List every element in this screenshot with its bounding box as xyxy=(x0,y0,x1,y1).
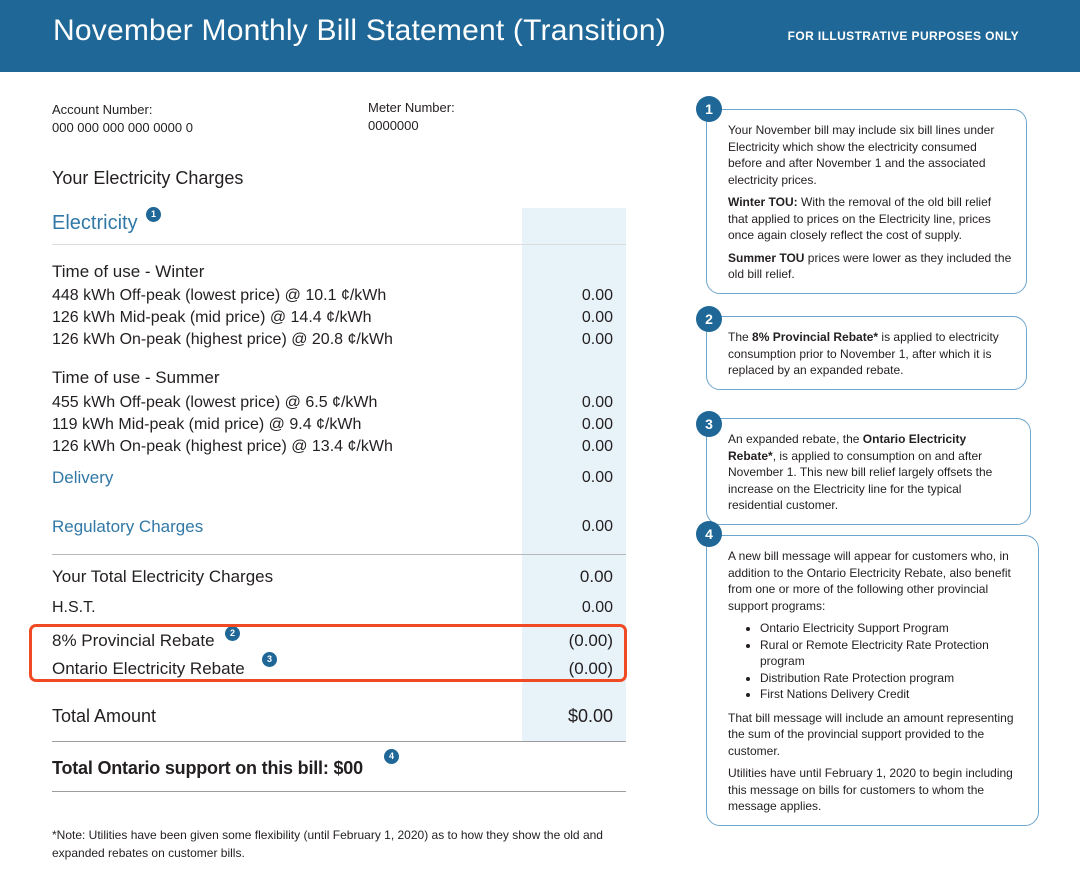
summer-midpeak-amount: 0.00 xyxy=(581,416,613,433)
badge-1: 1 xyxy=(146,207,161,222)
note-card-1 xyxy=(706,109,1027,294)
oer-label: Ontario Electricity Rebate xyxy=(52,659,245,678)
divider xyxy=(52,554,626,555)
note-1-winter: Winter TOU: With the removal of the old bill relief that applied to prices on the Electricity line, prices once again closely reflect the cost of supply. xyxy=(728,195,992,242)
electricity-heading: Electricity xyxy=(52,212,138,234)
regulatory-amount: 0.00 xyxy=(581,518,613,535)
note-1-summer: Summer TOU prices were lower as they included the old bill relief. xyxy=(728,250,1012,281)
summer-offpeak-amount: 0.00 xyxy=(581,394,613,411)
summer-heading: Time of use - Summer xyxy=(52,368,220,387)
rebate-highlight-box xyxy=(29,624,627,682)
divider xyxy=(52,741,626,742)
winter-offpeak-amount: 0.00 xyxy=(581,287,613,304)
provincial-rebate-amount: (0.00) xyxy=(568,631,613,650)
total-support-label: Total Ontario support on this bill: $00 xyxy=(52,758,363,778)
note-card-2 xyxy=(706,316,1027,390)
note-card-4 xyxy=(706,535,1039,826)
summer-onpeak-amount: 0.00 xyxy=(581,438,613,455)
note-number-1: 1 xyxy=(696,96,722,122)
winter-offpeak-label: 448 kWh Off-peak (lowest price) @ 10.1 ¢/kWh xyxy=(52,287,387,304)
note-4-message: That bill message will include an amount representing the sum of the provincial support provided to the customer. xyxy=(728,710,1014,758)
winter-onpeak-label: 126 kWh On-peak (highest price) @ 20.8 ¢/kWh xyxy=(52,331,393,348)
note-card-3 xyxy=(706,418,1031,525)
list-item: • Ontario Electricity Support Program xyxy=(760,620,1024,637)
account-number-value: 000 000 000 000 0000 0 xyxy=(52,120,193,135)
meter-number-label: Meter Number: xyxy=(368,100,455,115)
note-2-text: The 8% Provincial Rebate* is applied to electricity consumption prior to November 1, after which it is replaced by an expanded rebate. xyxy=(728,330,999,377)
section-heading: Your Electricity Charges xyxy=(52,168,244,188)
total-charges-label: Your Total Electricity Charges xyxy=(52,567,274,586)
total-amount-value: $0.00 xyxy=(567,706,613,726)
winter-onpeak-amount: 0.00 xyxy=(581,331,613,348)
list-item: • First Nations Delivery Credit xyxy=(760,686,1024,703)
note-4-deadline: Utilities have until February 1, 2020 to begin including this message on bills for customers to whom the message applies. xyxy=(728,766,1013,813)
note-number-3: 3 xyxy=(696,411,722,437)
delivery-label: Delivery xyxy=(52,468,114,487)
program-list xyxy=(760,620,1024,703)
header-bar xyxy=(0,0,1080,72)
account-number-label: Account Number: xyxy=(52,102,153,117)
list-item: • Distribution Rate Protection program xyxy=(760,670,1024,687)
oer-amount: (0.00) xyxy=(568,659,613,678)
provincial-rebate-label: 8% Provincial Rebate xyxy=(52,631,215,650)
total-charges-amount: 0.00 xyxy=(579,567,613,586)
hst-amount: 0.00 xyxy=(581,599,613,616)
winter-heading: Time of use - Winter xyxy=(52,262,205,281)
illustrative-note: FOR ILLUSTRATIVE PURPOSES ONLY xyxy=(787,29,1019,43)
summer-midpeak-label: 119 kWh Mid-peak (mid price) @ 9.4 ¢/kWh xyxy=(52,416,362,433)
delivery-amount: 0.00 xyxy=(581,469,613,486)
meter-number-value: 0000000 xyxy=(368,118,419,133)
summer-onpeak-label: 126 kWh On-peak (highest price) @ 13.4 ¢/kWh xyxy=(52,438,393,455)
badge-4: 4 xyxy=(384,749,399,764)
note-4-intro: A new bill message will appear for customers who, in addition to the Ontario Electricity Rebate, also benefit from one or more of the following other provincial support programs: xyxy=(728,549,1011,613)
footnote: *Note: Utilities have been given some flexibility (until February 1, 2020) as to how they show the old and expanded rebates on customer bills. xyxy=(52,828,603,860)
winter-midpeak-label: 126 kWh Mid-peak (mid price) @ 14.4 ¢/kWh xyxy=(52,309,372,326)
divider xyxy=(52,791,626,792)
list-item: • Rural or Remote Electricity Rate Protection program xyxy=(760,637,1024,670)
summer-offpeak-label: 455 kWh Off-peak (lowest price) @ 6.5 ¢/kWh xyxy=(52,394,378,411)
total-amount-label: Total Amount xyxy=(52,706,157,726)
divider xyxy=(52,244,626,245)
badge-3: 3 xyxy=(262,652,277,667)
note-3-text: An expanded rebate, the Ontario Electricity Rebate*, is applied to consumption on and after November 1. This new bill relief largely offsets the increase on the Electricity line for the typical residential customer. xyxy=(728,432,993,512)
hst-label: H.S.T. xyxy=(52,599,96,616)
regulatory-label: Regulatory Charges xyxy=(52,517,204,536)
note-number-4: 4 xyxy=(696,521,722,547)
note-1-intro: Your November bill may include six bill lines under Electricity which show the electricity consumed before and after November 1 and the associated electricity prices. xyxy=(728,123,995,187)
winter-midpeak-amount: 0.00 xyxy=(581,309,613,326)
page-title: November Monthly Bill Statement (Transition) xyxy=(53,14,666,47)
note-number-2: 2 xyxy=(696,306,722,332)
badge-2: 2 xyxy=(225,626,240,641)
